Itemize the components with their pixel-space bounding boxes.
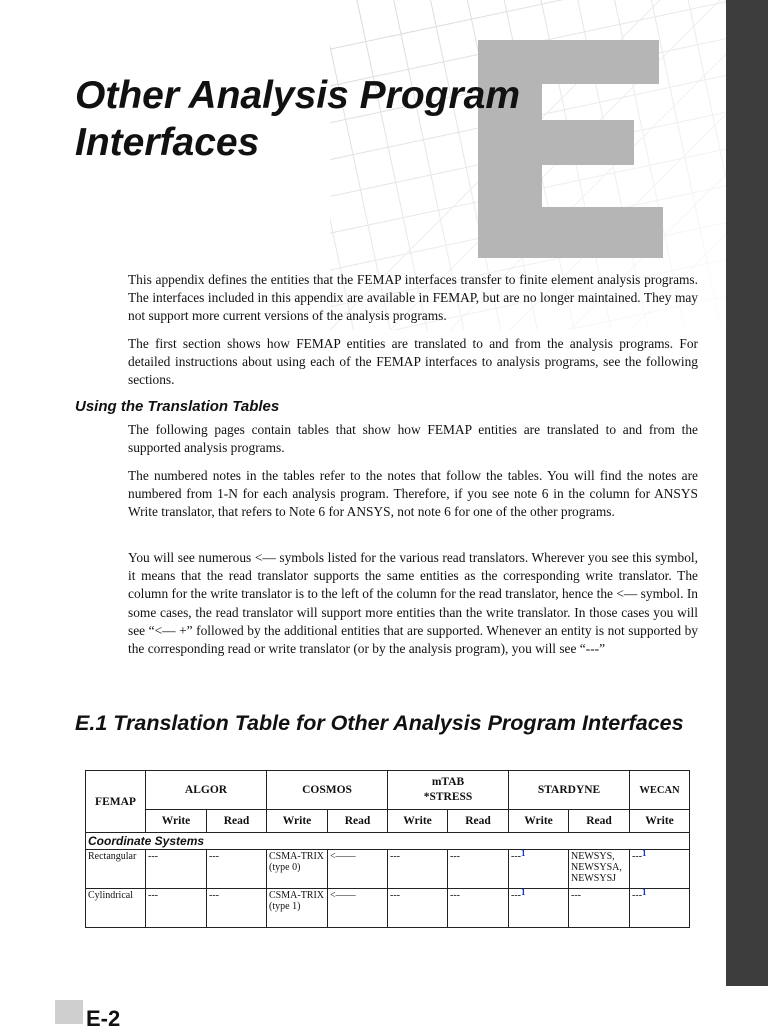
program-header: WECAN bbox=[630, 771, 690, 810]
femap-header: FEMAP bbox=[86, 771, 146, 833]
table-cell: --- bbox=[448, 850, 509, 889]
subheader: Write bbox=[267, 810, 328, 833]
table-row bbox=[86, 850, 690, 889]
table-cell: CSMA-TRIX (type 0) bbox=[267, 850, 328, 889]
table-cell: ---1 bbox=[630, 850, 690, 889]
row-label: Cylindrical bbox=[86, 889, 146, 928]
table-cell: <—— bbox=[328, 850, 388, 889]
page-number: E-2 bbox=[86, 1006, 121, 1031]
program-header: ALGOR bbox=[146, 771, 267, 810]
program-header bbox=[388, 771, 509, 810]
table-cell: --- bbox=[448, 889, 509, 928]
row-label: Rectangular bbox=[86, 850, 146, 889]
subheader: Write bbox=[388, 810, 448, 833]
note-ref: 1 bbox=[642, 848, 647, 858]
intro-paragraph: This appendix defines the entities that the FEMAP interfaces transfer to finite element analysis programs. The interfaces included in this appendix are available in FEMAP, but are no longer maintained. They may not support more current versions of the analysis programs. bbox=[128, 272, 698, 324]
intro-paragraph: The first section shows how FEMAP entities are translated to and from the analysis programs. For detailed instructions about using each of the FEMAP interfaces to analysis programs, see the following sections. bbox=[128, 336, 698, 388]
title-line: Other Analysis Program bbox=[75, 74, 521, 117]
translation-table bbox=[85, 770, 690, 928]
table-cell: --- bbox=[569, 889, 630, 928]
table-cell: <—— bbox=[328, 889, 388, 928]
subheader: Write bbox=[509, 810, 569, 833]
subheader: Read bbox=[448, 810, 509, 833]
table-heading: E.1 Translation Table for Other Analysis Program Interfaces bbox=[75, 711, 684, 735]
subheader: Write bbox=[146, 810, 207, 833]
table-cell: --- bbox=[207, 889, 267, 928]
page-title bbox=[75, 72, 675, 166]
table-cell: --- bbox=[146, 850, 207, 889]
right-sidebar-bar bbox=[726, 0, 768, 986]
table-cell: ---1 bbox=[509, 889, 569, 928]
subheader: Read bbox=[207, 810, 267, 833]
page-number-tab bbox=[55, 1000, 83, 1024]
section-paragraph: The numbered notes in the tables refer to the notes that follow the tables. You will find the notes are numbered from 1-N for each analysis program. Therefore, if you see note 6 in the column for ANSYS Write translator, that refers to Note 6 for ANSYS, not note 6 for one of the other programs. bbox=[128, 468, 698, 520]
subheader: Read bbox=[569, 810, 630, 833]
subheader: Write bbox=[630, 810, 690, 833]
section-heading: Using the Translation Tables bbox=[75, 398, 280, 415]
table-cell: ---1 bbox=[630, 889, 690, 928]
table-cell: NEWSYS, NEWSYSA, NEWSYSJ bbox=[569, 850, 630, 889]
subheader: Read bbox=[328, 810, 388, 833]
note-ref: 1 bbox=[521, 887, 526, 897]
section-paragraph: The following pages contain tables that show how FEMAP entities are translated to and from the supported analysis programs. bbox=[128, 422, 698, 456]
program-header: COSMOS bbox=[267, 771, 388, 810]
table-row bbox=[86, 889, 690, 928]
section-paragraph: You will see numerous <— symbols listed for the various read translators. Wherever you see this symbol, it means that the read translator supports the same entities as the corresponding write translator. The column for the write translator is to the left of the column for the read translator, hence the <— symbol. In some cases, the read translator will support more entities than the write translator. In those cases you will see “<— +” followed by the additional entities that are supported. Whenever an entity is not supported by the corresponding read or write translator (or by the analysis program), you will see “---” bbox=[128, 550, 698, 657]
title-line: Interfaces bbox=[75, 121, 260, 164]
note-ref: 1 bbox=[642, 887, 647, 897]
table-cell: --- bbox=[388, 889, 448, 928]
table-cell: --- bbox=[207, 850, 267, 889]
program-header-text: mTAB *STRESS bbox=[423, 776, 473, 803]
table-cell: CSMA-TRIX (type 1) bbox=[267, 889, 328, 928]
table-cell: --- bbox=[146, 889, 207, 928]
table-section-label: Coordinate Systems bbox=[86, 833, 690, 850]
program-header: STARDYNE bbox=[509, 771, 630, 810]
table-cell: ---1 bbox=[509, 850, 569, 889]
note-ref: 1 bbox=[521, 848, 526, 858]
table-cell: --- bbox=[388, 850, 448, 889]
